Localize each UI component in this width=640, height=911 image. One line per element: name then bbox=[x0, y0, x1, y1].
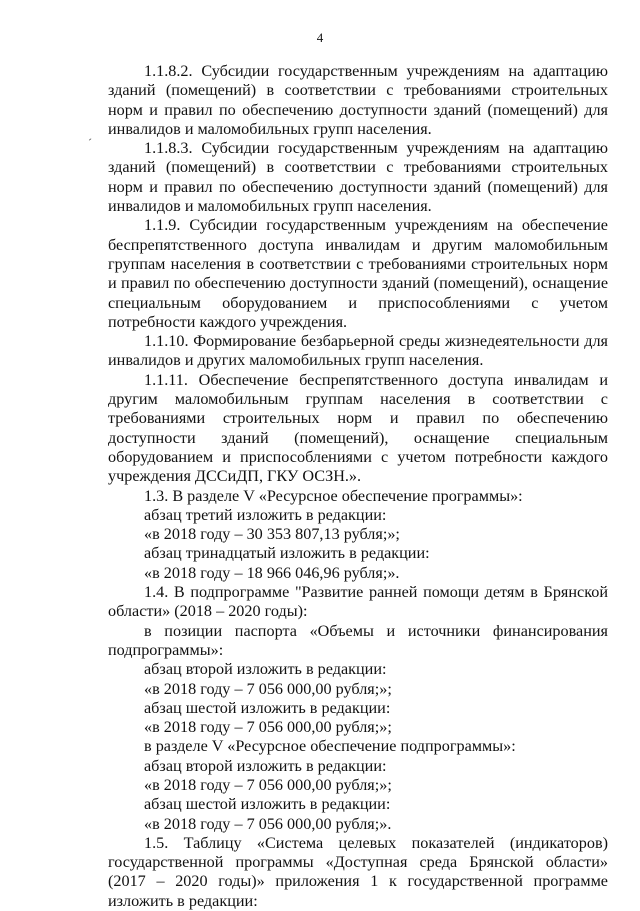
paragraph-1-5: 1.5. Таблицу «Система целевых показателей (индикаторов) государственной программы «Доступная среда Брянской области» (2017 – 2020 годы)» приложения 1 к государственной программе изложить в редакции: bbox=[108, 833, 608, 910]
paragraph-1-1-11: 1.1.11. Обеспечение беспрепятственного доступа инвалидам и другим маломобильным группам населения в соответствии с требованиями строительных норм и правил по обеспечению доступности зданий (помещений), оснащение специальным оборудованием и приспособлениями с учетом потребности каждого учреждения ДССиДП, ГКУ ОСЗН.». bbox=[108, 370, 608, 486]
paragraph-1-1-10: 1.1.10. Формирование безбарьерной среды жизнедеятельности для инвалидов и других маломобильных групп населения. bbox=[108, 332, 608, 370]
paragraph-1-1-9: 1.1.9. Субсидии государственным учреждениям на обеспечение беспрепятственного доступа инвалидам и другим маломобильным группам населения в соответствии с требованиями строительных норм и правил по обеспечению доступности зданий (помещений), оснащение специальным оборудованием и приспособлениями с учетом потребности каждого учреждения. bbox=[108, 216, 608, 331]
paragraph-line: абзац шестой изложить в редакции: bbox=[144, 795, 391, 814]
paragraph-1-4: 1.4. В подпрограмме "Развитие ранней помощи детям в Брянской области» (2018 – 2020 годы): bbox=[108, 583, 608, 621]
page-number: 4 bbox=[316, 30, 324, 45]
paragraph-line: абзац тринадцатый изложить в редакции: bbox=[144, 544, 430, 563]
paragraph-line: «в 2018 году – 7 056 000,00 рубля;». bbox=[144, 814, 392, 833]
document-body bbox=[108, 62, 608, 911]
paragraph-passport-position: в позиции паспорта «Объемы и источники финансирования подпрограммы»: bbox=[108, 621, 608, 659]
paragraph-line: «в 2018 году – 7 056 000,00 рубля;»; bbox=[144, 679, 392, 698]
paragraph-line: «в 2018 году – 18 966 046,96 рубля;». bbox=[144, 563, 400, 582]
paragraph-line: «в 2018 году – 7 056 000,00 рубля;»; bbox=[144, 775, 392, 794]
paragraph-line: «в 2018 году – 7 056 000,00 рубля;»; bbox=[144, 718, 392, 737]
paragraph-line: абзац третий изложить в редакции: bbox=[144, 505, 387, 524]
paragraph-1-1-8-3: 1.1.8.3. Субсидии государственным учреждениям на адаптацию зданий (помещений) в соответствии с требованиями строительных норм и правил по обеспечению доступности зданий (помещений) для инвалидов и маломобильных групп населения. bbox=[108, 139, 608, 216]
paragraph-line: абзац второй изложить в редакции: bbox=[144, 660, 387, 679]
paragraph-line: абзац второй изложить в редакции: bbox=[144, 756, 387, 775]
paragraph-line: абзац шестой изложить в редакции: bbox=[144, 698, 391, 717]
paragraph-1-3: 1.3. В разделе V «Ресурсное обеспечение программы»: bbox=[144, 486, 523, 505]
paragraph-line: в разделе V «Ресурсное обеспечение подпрограммы»: bbox=[144, 737, 516, 756]
scan-speck: ´ bbox=[88, 136, 92, 150]
paragraph-1-1-8-2: 1.1.8.2. Субсидии государственным учреждениям на адаптацию зданий (помещений) в соответствии с требованиями строительных норм и правил по обеспечению доступности зданий (помещений) для инвалидов и маломобильных групп населения. bbox=[108, 62, 608, 138]
paragraph-line: «в 2018 году – 30 353 807,13 рубля;»; bbox=[144, 525, 400, 544]
